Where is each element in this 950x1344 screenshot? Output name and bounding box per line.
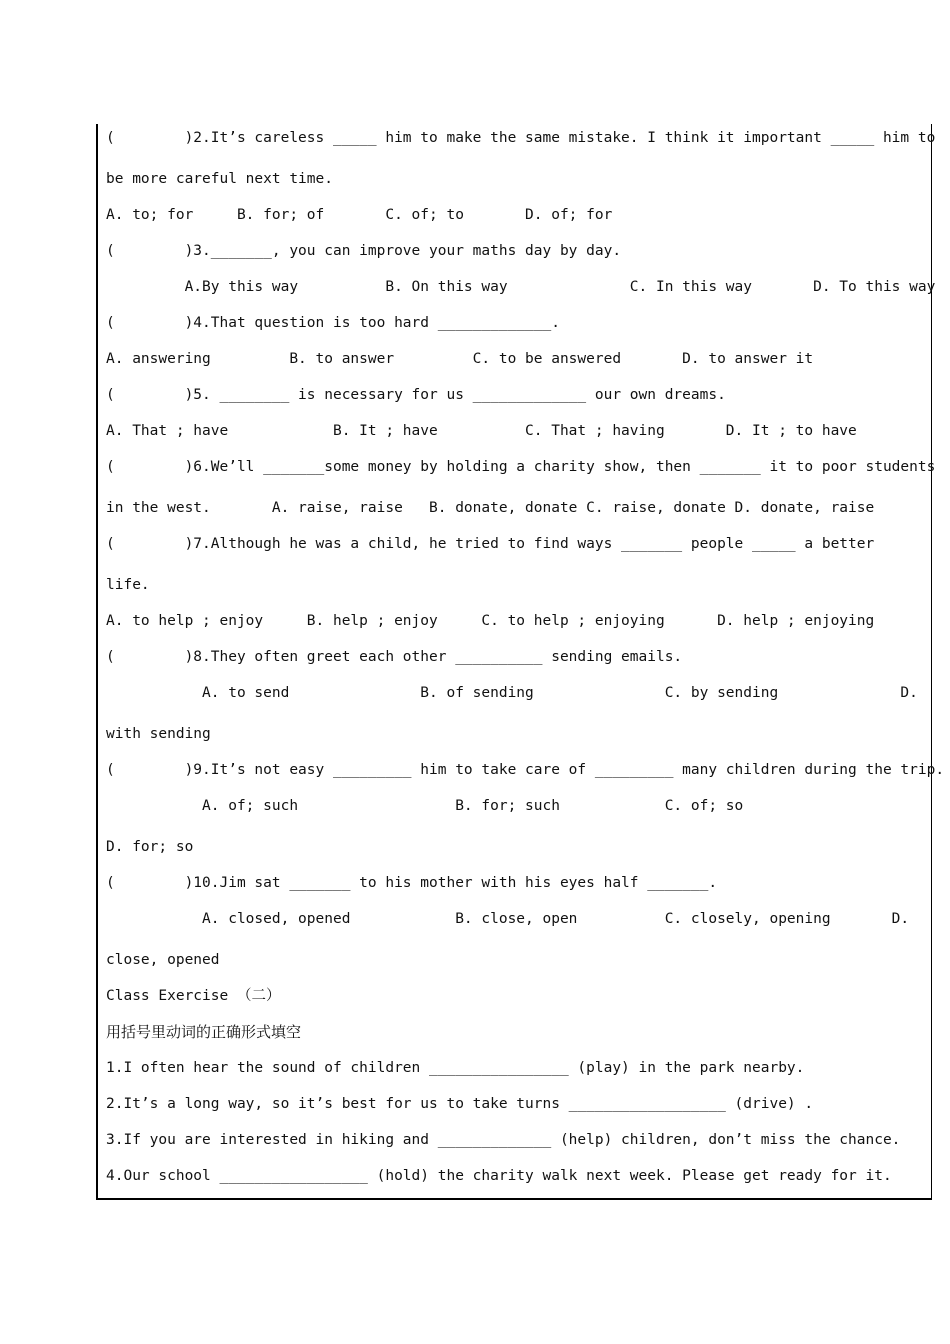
question-9-options: A. of; such B. for; such C. of; so	[106, 798, 744, 814]
fill-item-1: 1.I often hear the sound of children ________________ (play) in the park nearby.	[106, 1060, 805, 1076]
fill-item-2: 2.It’s a long way, so it’s best for us to take turns __________________ (drive) .	[106, 1096, 814, 1112]
section-heading: Class Exercise （二）	[106, 988, 281, 1004]
question-3-stem: ( )3._______, you can improve your maths day by day.	[106, 243, 622, 259]
question-10-options: A. closed, opened B. close, open C. closely, opening D.	[106, 911, 910, 927]
question-7-options: A. to help ; enjoy B. help ; enjoy C. to help ; enjoying D. help ; enjoying	[106, 613, 875, 629]
question-9-options-cont: D. for; so	[106, 839, 194, 855]
question-9-stem: ( )9.It’s not easy _________ him to take care of _________ many children during the trip.	[106, 762, 945, 778]
question-8-stem: ( )8.They often greet each other __________ sending emails.	[106, 649, 683, 665]
question-8-options: A. to send B. of sending C. by sending D.	[106, 685, 918, 701]
question-2-stem: ( )2.It’s careless _____ him to make the same mistake. I think it important _____ him to	[106, 130, 936, 146]
question-6-options: in the west. A. raise, raise B. donate, donate C. raise, donate D. donate, raise	[106, 500, 875, 516]
question-7-stem-cont: life.	[106, 577, 150, 593]
question-4-stem: ( )4.That question is too hard _____________.	[106, 315, 560, 331]
question-5-options: A. That ; have B. It ; have C. That ; having D. It ; to have	[106, 423, 857, 439]
question-10-options-cont: close, opened	[106, 952, 220, 968]
fill-item-4: 4.Our school _________________ (hold) the charity walk next week. Please get ready for it.	[106, 1168, 892, 1184]
fill-item-3: 3.If you are interested in hiking and _____________ (help) children, don’t miss the chance.	[106, 1132, 901, 1148]
question-10-stem: ( )10.Jim sat _______ to his mother with his eyes half _______.	[106, 875, 718, 891]
question-6-stem: ( )6.We’ll _______some money by holding a charity show, then _______ it to poor students	[106, 459, 936, 475]
question-5-stem: ( )5. ________ is necessary for us _____________ our own dreams.	[106, 387, 726, 403]
question-4-options: A. answering B. to answer C. to be answered D. to answer it	[106, 351, 814, 367]
instruction: 用括号里动词的正确形式填空	[106, 1023, 302, 1041]
question-2-stem-cont: be more careful next time.	[106, 171, 333, 187]
question-7-stem: ( )7.Although he was a child, he tried to find ways _______ people _____ a better	[106, 536, 875, 552]
question-8-options-cont: with sending	[106, 726, 211, 742]
question-3-options: A.By this way B. On this way C. In this way D. To this way	[106, 279, 936, 295]
question-2-options: A. to; for B. for; of C. of; to D. of; for	[106, 207, 613, 223]
